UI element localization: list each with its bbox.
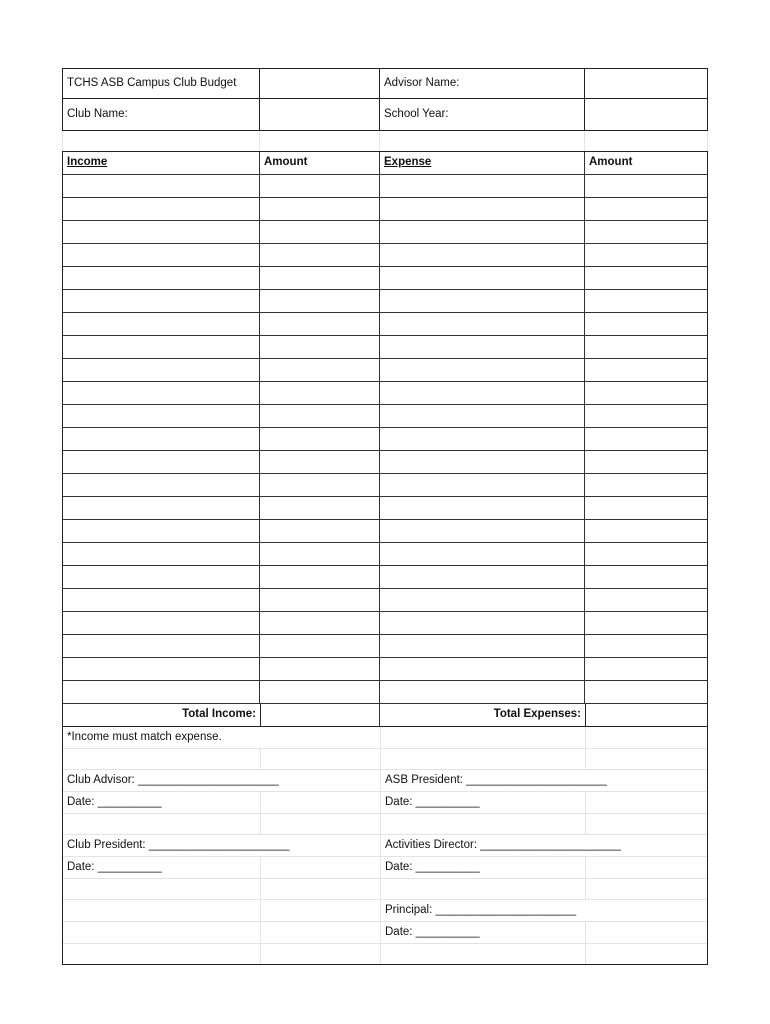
footer-blank [260,900,380,921]
club-name-field[interactable] [259,99,379,130]
income-amount-cell[interactable] [260,382,380,404]
table-row [63,474,707,497]
school-year-field[interactable] [584,99,706,130]
club-president-date[interactable]: Date: __________ [67,860,162,873]
income-cell[interactable] [63,520,260,542]
income-amount-cell[interactable] [260,543,380,565]
income-cell[interactable] [63,198,260,220]
signature-block [62,727,708,965]
footer-row [63,879,707,900]
income-header: Income [63,152,260,174]
income-cell[interactable] [63,543,260,565]
income-cell[interactable] [63,267,260,289]
income-amount-header: Amount [260,152,380,174]
income-cell[interactable] [63,658,260,680]
expense-cell[interactable] [380,382,585,404]
income-cell[interactable] [63,612,260,634]
expense-cell[interactable] [380,589,585,611]
expense-amount-cell[interactable] [585,612,707,634]
table-row [63,681,707,704]
footer-blank [380,749,585,769]
footer-blank [260,792,380,813]
footer-row [63,727,707,749]
table-row [63,175,707,198]
table-row [63,405,707,428]
expense-cell[interactable] [380,658,585,680]
expense-amount-cell[interactable] [585,497,707,519]
expense-amount-cell[interactable] [585,543,707,565]
footer-blank [585,814,707,834]
expense-cell[interactable] [380,244,585,266]
table-row [63,267,707,290]
table-row [63,612,707,635]
expense-amount-cell[interactable] [585,359,707,381]
advisor-name-label: Advisor Name: [379,69,584,98]
footer-blank [63,749,260,769]
expense-cell[interactable] [380,428,585,450]
footer-blank [585,879,707,899]
expense-cell[interactable] [380,313,585,335]
income-amount-cell[interactable] [260,221,380,243]
income-amount-cell[interactable] [260,198,380,220]
income-cell[interactable] [63,359,260,381]
income-amount-cell[interactable] [260,267,380,289]
income-amount-cell[interactable] [260,336,380,358]
table-row [63,290,707,313]
income-cell[interactable] [63,635,260,657]
expense-amount-cell[interactable] [585,428,707,450]
footer-blank [585,857,707,878]
activities-director-signature[interactable]: Activities Director: ______________________ [380,835,707,856]
income-amount-cell[interactable] [260,175,380,197]
table-row [63,520,707,543]
spacer-cell [62,131,259,151]
table-row [63,336,707,359]
income-cell[interactable] [63,566,260,588]
footer-blank [260,814,380,834]
table-row [63,428,707,451]
footer-blank [260,879,380,899]
table-row [63,566,707,589]
table-header-row [63,152,707,175]
income-amount-cell[interactable] [260,497,380,519]
income-amount-cell[interactable] [260,428,380,450]
advisor-name-field[interactable] [584,69,706,98]
footer-row [63,792,707,814]
table-row [63,198,707,221]
footer-row [63,922,707,944]
expense-amount-cell[interactable] [585,290,707,312]
income-cell[interactable] [63,474,260,496]
income-amount-cell[interactable] [260,635,380,657]
expense-cell[interactable] [380,543,585,565]
footer-blank [63,814,260,834]
footer-blank [260,944,380,964]
spacer-cell [379,131,584,151]
income-amount-cell[interactable] [260,451,380,473]
income-cell[interactable] [63,382,260,404]
expense-amount-cell[interactable] [585,566,707,588]
expense-amount-cell[interactable] [585,474,707,496]
table-row [63,313,707,336]
income-cell[interactable] [63,290,260,312]
expense-cell[interactable] [380,267,585,289]
footer-blank [380,944,585,964]
header-row-1 [63,69,707,98]
expense-amount-cell[interactable] [585,382,707,404]
principal-signature[interactable]: Principal: ______________________ [380,900,707,921]
table-row [63,543,707,566]
header-block [62,68,708,131]
table-row [63,451,707,474]
budget-rows [63,175,707,704]
income-amount-cell[interactable] [260,566,380,588]
total-income-label: Total Income: [182,708,256,721]
expense-amount-cell[interactable] [585,221,707,243]
expense-cell[interactable] [380,290,585,312]
footer-row [63,900,707,922]
table-row [63,382,707,405]
income-cell[interactable] [63,244,260,266]
footer-row [63,835,707,857]
expense-amount-cell[interactable] [585,336,707,358]
income-cell[interactable] [63,681,260,703]
income-cell[interactable] [63,497,260,519]
expense-cell[interactable] [380,359,585,381]
budget-sheet [62,68,708,965]
expense-cell[interactable] [380,497,585,519]
expense-amount-cell[interactable] [585,520,707,542]
footer-blank [585,792,707,813]
expense-cell[interactable] [380,175,585,197]
expense-cell[interactable] [380,198,585,220]
table-row [63,221,707,244]
expense-amount-header: Amount [589,156,633,169]
club-name-label: Club Name: [67,107,128,120]
footer-blank [585,922,707,943]
expense-amount-cell[interactable] [585,451,707,473]
income-cell[interactable] [63,336,260,358]
income-amount-cell[interactable] [260,474,380,496]
footer-row [63,857,707,879]
expense-amount-cell[interactable] [585,405,707,427]
footer-blank [380,727,585,748]
footer-row [63,749,707,770]
expense-amount-cell[interactable] [585,681,707,703]
table-row [63,658,707,681]
club-president-signature[interactable]: Club President: ______________________ [67,838,290,851]
footer-row [63,770,707,792]
footer-blank [585,749,707,769]
activities-director-date[interactable]: Date: __________ [380,857,585,878]
table-row [63,497,707,520]
footer-blank [380,814,585,834]
expense-cell[interactable] [380,612,585,634]
table-row [63,589,707,612]
income-amount-cell[interactable] [260,612,380,634]
income-cell[interactable] [63,451,260,473]
table-row [63,635,707,658]
income-amount-cell[interactable] [260,359,380,381]
footer-row [63,944,707,964]
income-cell[interactable] [63,175,260,197]
table-row [63,244,707,267]
expense-amount-cell[interactable] [585,267,707,289]
club-advisor-signature[interactable]: Club Advisor: ______________________ [67,773,279,786]
expense-cell[interactable] [380,405,585,427]
spacer-cell [584,131,708,151]
total-expenses-label: Total Expenses: [493,708,581,721]
footer-blank [63,900,260,921]
expense-amount-cell[interactable] [585,589,707,611]
header-row-2 [63,98,707,130]
expense-cell[interactable] [380,681,585,703]
totals-row [63,704,707,726]
expense-cell[interactable] [380,221,585,243]
footer-blank [260,857,380,878]
footer-blank [260,922,380,943]
footer-blank [63,879,260,899]
principal-date[interactable]: Date: __________ [380,922,585,943]
expense-amount-cell[interactable] [585,175,707,197]
expense-amount-cell[interactable] [585,658,707,680]
expense-amount-cell[interactable] [585,244,707,266]
income-cell[interactable] [63,589,260,611]
income-amount-cell[interactable] [260,658,380,680]
expense-amount-cell[interactable] [585,313,707,335]
footer-blank [380,879,585,899]
footer-row [63,814,707,835]
income-amount-cell[interactable] [260,589,380,611]
footer-blank [63,922,260,943]
asb-president-signature[interactable]: ASB President: ______________________ [380,770,707,791]
income-cell[interactable] [63,405,260,427]
table-row [63,359,707,382]
spacer-cell [259,131,379,151]
expense-cell[interactable] [380,474,585,496]
footer-blank [585,944,707,964]
footer-blank [260,749,380,769]
income-amount-cell[interactable] [260,520,380,542]
income-amount-cell[interactable] [260,290,380,312]
income-match-note: *Income must match expense. [67,730,222,743]
total-expenses-field[interactable] [585,704,707,726]
expense-cell[interactable] [380,635,585,657]
expense-cell[interactable] [380,336,585,358]
budget-table [62,151,708,727]
income-amount-cell[interactable] [260,681,380,703]
expense-cell[interactable] [380,520,585,542]
expense-header: Expense [380,152,585,174]
school-year-label: School Year: [379,99,584,130]
footer-blank [585,727,707,748]
footer-blank [63,944,260,964]
club-advisor-date[interactable]: Date: __________ [67,795,162,808]
income-amount-cell[interactable] [260,313,380,335]
income-cell[interactable] [63,428,260,450]
sheet-title: TCHS ASB Campus Club Budget [67,76,237,89]
expense-cell[interactable] [380,451,585,473]
total-income-field[interactable] [260,704,380,726]
income-cell[interactable] [63,221,260,243]
asb-president-date[interactable]: Date: __________ [380,792,585,813]
income-amount-cell[interactable] [260,405,380,427]
spacer-row [62,131,708,151]
expense-amount-cell[interactable] [585,635,707,657]
income-cell[interactable] [63,313,260,335]
expense-amount-cell[interactable] [585,198,707,220]
title-blank-cell [259,69,379,98]
income-amount-cell[interactable] [260,244,380,266]
expense-cell[interactable] [380,566,585,588]
